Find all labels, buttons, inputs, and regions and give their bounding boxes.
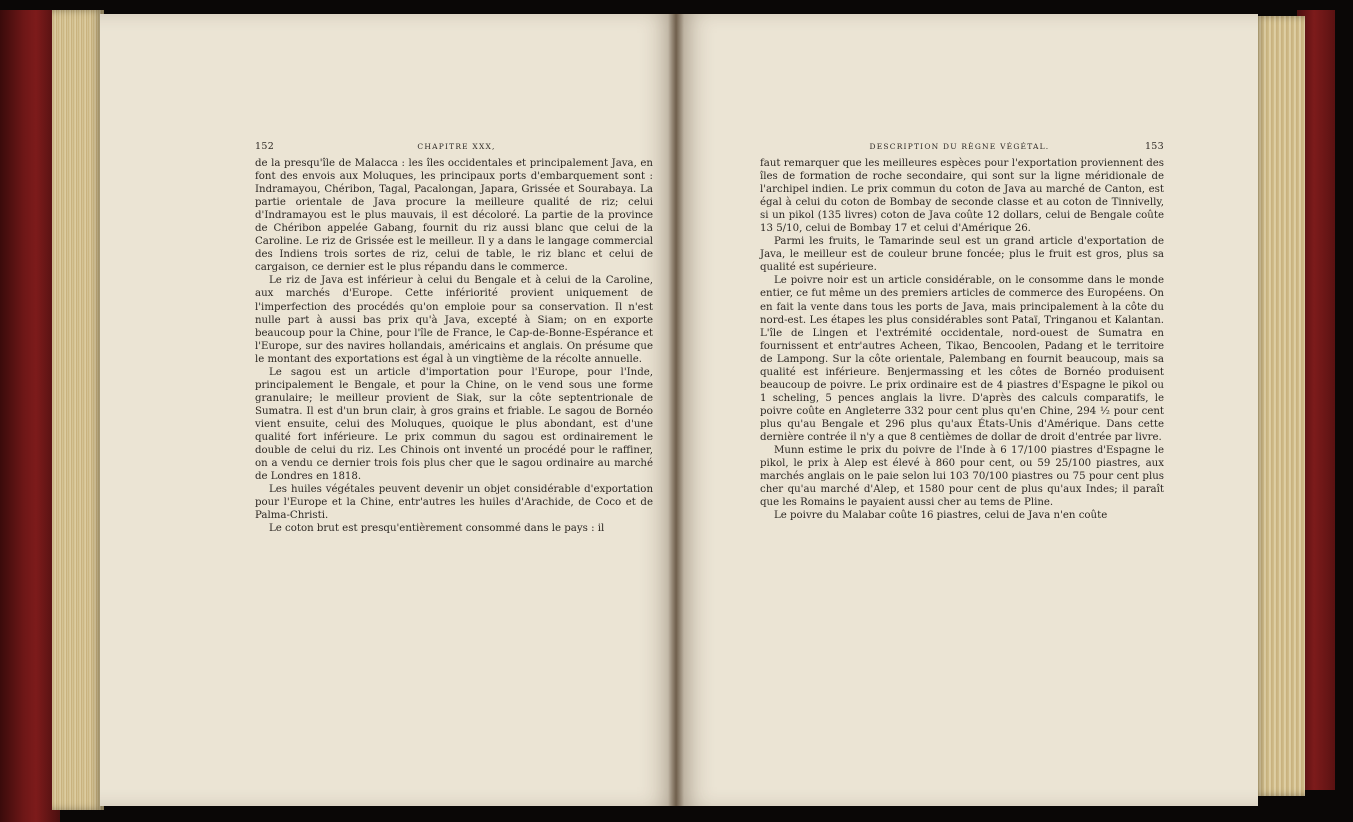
- left-page-header: [255, 141, 653, 157]
- right-paragraph-3: Le poivre noir est un article considérable, on le consomme dans le monde entier, ce fut même un des premiers articles de commerce des Européens. On en fait la vente dans tous les ports de Java, mais principalement à la côte du nord-est. Les étapes les plus considérables sont Pataï, Tringanou et Kalantan. L'île de Lingen et l'extrémité occidentale, nord-ouest de Sumatra en fournissent et entr'autres Acheen, Tikao, Bencoolen, Padang et le territoire de Lampong. Sur la côte orientale, Palembang en fournit beaucoup, mais sa qualité est inférieure. Benjermassing et les côtes de Bornéo produisent beaucoup de poivre. Le prix ordinaire est de 4 piastres d'Espagne le pikol ou 1 scheling, 5 pences anglais la livre. D'après des calculs comparatifs, le poivre coûte en Angleterre 332 pour cent plus qu'en Chine, 294 ⅟₂ pour cent plus qu'au Bengale et 296 plus qu'aux États-Unis d'Amérique. Dans cette dernière contrée il n'y a que 8 centièmes de dollar de droit d'entrée par livre.: [760, 275, 1164, 443]
- left-page-body: [255, 157, 653, 535]
- left-paragraph-2: Le riz de Java est inférieur à celui du Bengale et à celui de la Caroline, aux marchés d'Europe. Cette infériorité provient uniquement de l'imperfection des procédés qu'on emploie pour sa conservation. Il n'est nulle part à aussi bas prix qu'à Java, excepté à Siam; on en exporte beaucoup pour la Chine, pour l'île de France, le Cap-de-Bonne-Espérance et l'Europe, sur des navires hollandais, américains et anglais. On présume que le montant des exportations est égal à un vingtième de la récolte annuelle.: [255, 275, 653, 365]
- right-paragraph-1: faut remarquer que les meilleures espèces pour l'exportation proviennent des îles de formation de roche secondaire, qui sont sur la ligne méridionale de l'archipel indien. Le prix commun du coton de Java au marché de Canton, est égal à celui du coton de Bombay de seconde classe et au coton de Tinnivelly, si un pikol (135 livres) coton de Java coûte 12 dollars, celui de Bengale coûte 13 5/10, celui de Bombay 17 et celui d'Amérique 26.: [760, 158, 1164, 235]
- left-page-content: [255, 141, 653, 535]
- right-paragraph-5: Le poivre du Malabar coûte 16 piastres, celui de Java n'en coûte: [774, 510, 1108, 522]
- left-page: [100, 14, 678, 806]
- left-paragraph-3: Le sagou est un article d'importation pour l'Europe, pour l'Inde, principalement le Bengale, et pour la Chine, on le vend sous une forme granulaire; le meilleur provient de Siak, sur la côte septentrionale de Sumatra. Il est d'un brun clair, à gros grains et friable. Le sagou de Bornéo vient ensuite, celui des Moluques, quoique le plus abondant, est d'une qualité fort inférieure. Le prix commun du sagou est ordinairement le double de celui du riz. Les Chinois ont inventé un procédé pour le raffiner, on a vendu ce dernier trois fois plus cher que le sagou ordinaire au marché de Londres en 1818.: [255, 366, 653, 483]
- right-page-number: 153: [1144, 141, 1164, 152]
- right-page-edges: [1253, 16, 1305, 796]
- right-paragraph-2: Parmi les fruits, le Tamarinde seul est un grand article d'exportation de Java, le meilleur est de couleur brune foncée; plus le fruit est gros, plus sa qualité est supérieure.: [760, 236, 1164, 274]
- left-cover-binding: [0, 10, 60, 822]
- left-running-title: CHAPITRE XXX,: [417, 142, 496, 151]
- left-page-number: 152: [255, 141, 275, 152]
- left-paragraph-5: Le coton brut est presqu'entièrement consommé dans le pays : il: [269, 523, 605, 535]
- right-page: [676, 14, 1258, 806]
- right-running-title: DESCRIPTION DU RÈGNE VÉGÉTAL.: [869, 142, 1050, 151]
- right-page-content: [760, 141, 1164, 522]
- right-page-header: [760, 141, 1164, 157]
- right-paragraph-4: Munn estime le prix du poivre de l'Inde à 6 17/100 piastres d'Espagne le pikol, le prix à Alep est élevé à 860 pour cent, ou 59 25/100 piastres, aux marchés anglais on le paie selon lui 103 70/100 piastres ou 75 pour cent plus cher qu'au marché d'Alep, et 1580 pour cent de plus qu'aux Indes; il paraît que les Romains le payaient aussi cher au tems de Pline.: [760, 445, 1164, 509]
- left-paragraph-4: Les huiles végétales peuvent devenir un objet considérable d'exportation pour l'Europe et la Chine, entr'autres les huiles d'Arachide, de Coco et de Palma-Christi.: [255, 484, 653, 522]
- left-paragraph-1: de la presqu'île de Malacca : les îles occidentales et principalement Java, en font des envois aux Moluques, les principaux ports d'embarquement sont : Indramayou, Chéribon, Tagal, Pacalongan, Japara, Grissée et Sourabaya. La partie orientale de Java procure la meilleure qualité de riz; celui d'Indramayou est le plus mauvais, il est décoloré. La partie de la province de Chéribon appelée Gabang, fournit du riz aussi blanc que celui de la Caroline. Le riz de Grissée est le meilleur. Il y a dans le langage commercial des Indiens trois sortes de riz, celui de table, le riz blanc et celui de cargaison, ce dernier est le plus répandu dans le commerce.: [255, 158, 653, 274]
- book-gutter: [668, 14, 684, 806]
- left-page-edges: [52, 10, 104, 810]
- right-page-body: [760, 157, 1164, 522]
